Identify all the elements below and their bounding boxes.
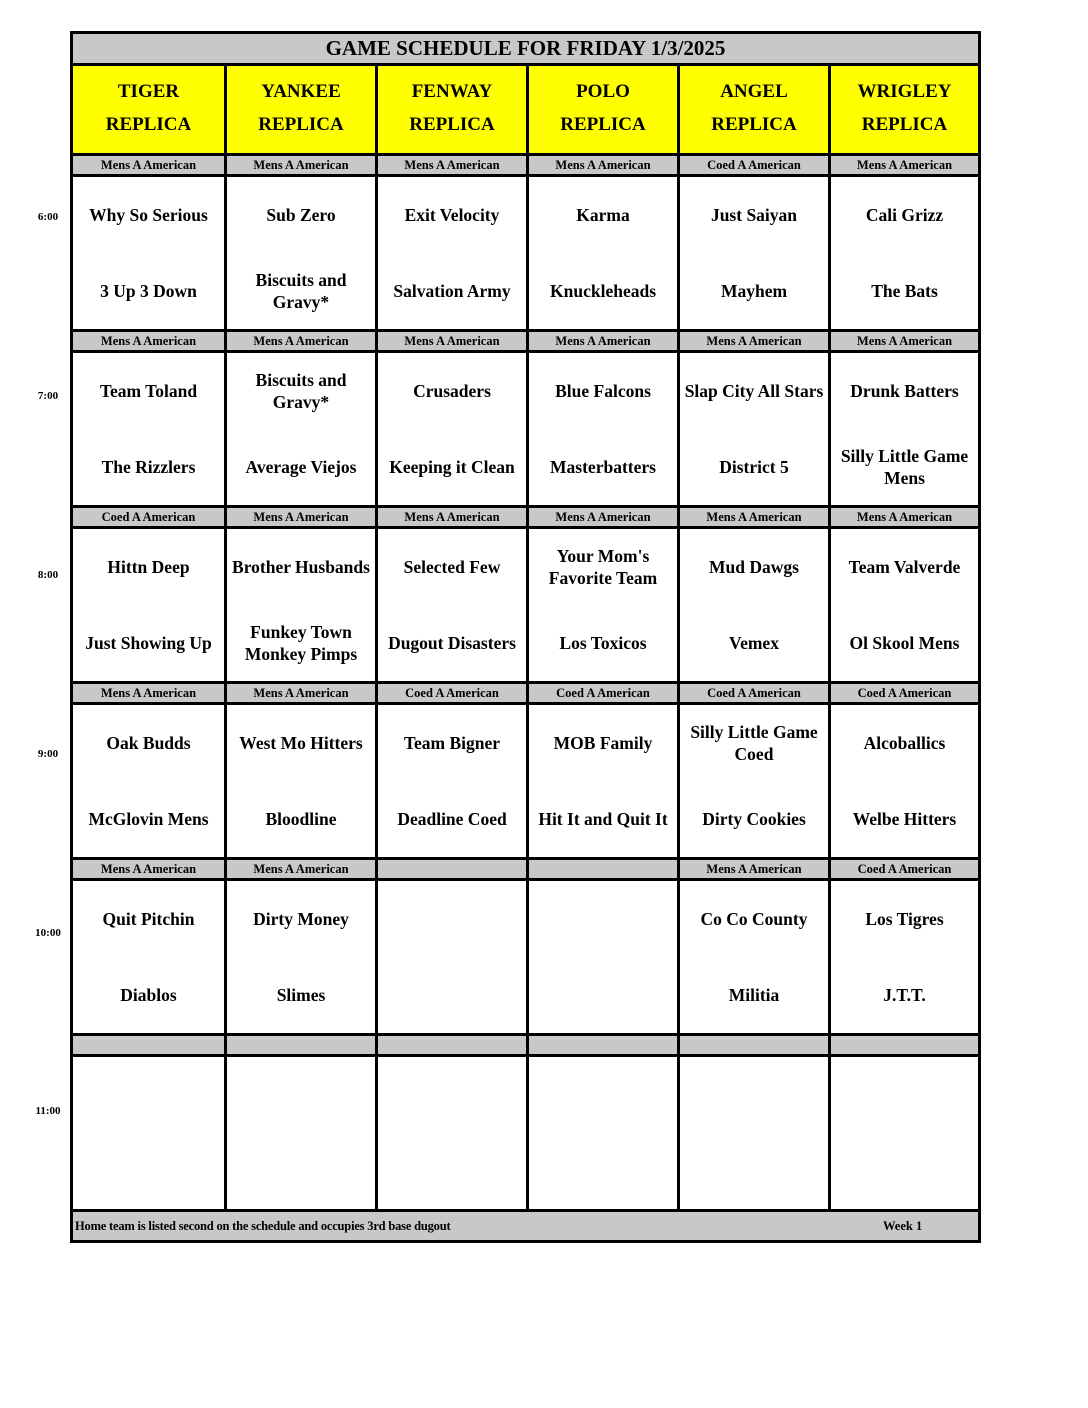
game-cell — [375, 1057, 526, 1209]
field-name: FENWAY — [411, 81, 493, 103]
game-row — [73, 177, 978, 332]
division-label: Coed A American — [828, 860, 978, 878]
away-team: Just Saiyan — [710, 205, 798, 225]
away-team: Drunk Batters — [850, 381, 959, 401]
home-team — [77, 1133, 220, 1209]
division-label: Mens A American — [73, 684, 224, 702]
home-team: The Bats — [871, 281, 938, 301]
home-team: Deadline Coed — [397, 809, 507, 829]
game-cell — [73, 1057, 224, 1209]
field-sub: REPLICA — [711, 113, 797, 135]
away-team — [533, 881, 673, 957]
division-label — [526, 860, 677, 878]
division-label — [828, 1036, 978, 1054]
home-team: Bloodline — [265, 809, 337, 829]
field-name: POLO — [576, 81, 630, 103]
away-team: Los Tigres — [865, 909, 944, 929]
time-label: 10:00 — [35, 927, 61, 939]
game-cell — [828, 705, 978, 857]
home-team: Ol Skool Mens — [849, 633, 960, 653]
away-team: Cali Grizz — [865, 205, 944, 225]
game-row — [73, 1057, 978, 1212]
away-team: MOB Family — [553, 733, 653, 753]
field-name: TIGER — [117, 81, 180, 103]
game-cell — [526, 1057, 677, 1209]
field-name: WRIGLEY — [857, 81, 952, 103]
away-team: Oak Budds — [106, 733, 191, 753]
home-team: Just Showing Up — [85, 633, 212, 653]
game-cell — [224, 1057, 375, 1209]
away-team — [684, 1057, 824, 1133]
game-cell — [73, 529, 224, 681]
away-team: Alcoballics — [863, 733, 946, 753]
home-team — [533, 957, 673, 1033]
away-team: Quit Pitchin — [102, 909, 195, 929]
away-team: Selected Few — [403, 557, 501, 577]
division-label: Mens A American — [677, 332, 828, 350]
division-label: Mens A American — [73, 332, 224, 350]
division-label: Mens A American — [73, 860, 224, 878]
away-team: Sub Zero — [266, 205, 336, 225]
away-team — [382, 881, 522, 957]
home-team: Mayhem — [720, 281, 788, 301]
game-row — [73, 881, 978, 1036]
division-label: Coed A American — [73, 508, 224, 526]
away-team — [835, 1057, 974, 1133]
home-team: Vemex — [729, 633, 779, 653]
home-team: Masterbatters — [550, 457, 656, 477]
away-team — [231, 1057, 371, 1133]
division-label: Mens A American — [828, 332, 978, 350]
game-row — [73, 353, 978, 508]
division-label: Mens A American — [526, 156, 677, 174]
field-sub: REPLICA — [861, 113, 948, 135]
division-label: Coed A American — [677, 156, 828, 174]
away-team — [77, 1057, 220, 1133]
game-cell — [677, 1057, 828, 1209]
game-cell — [677, 177, 828, 329]
division-label: Mens A American — [677, 508, 828, 526]
game-cell — [375, 177, 526, 329]
field-sub: REPLICA — [105, 113, 192, 135]
field-header-polo — [526, 66, 677, 153]
division-row — [73, 1036, 978, 1057]
division-label: Coed A American — [375, 684, 526, 702]
home-team: Keeping it Clean — [389, 457, 515, 477]
game-cell — [375, 705, 526, 857]
home-team: Dirty Cookies — [702, 809, 806, 829]
division-label: Mens A American — [526, 332, 677, 350]
field-header-tiger — [73, 66, 224, 153]
time-label: 7:00 — [37, 390, 59, 402]
division-label: Mens A American — [224, 508, 375, 526]
game-cell — [828, 1057, 978, 1209]
away-team: Biscuits and Gravy* — [255, 370, 347, 412]
division-label — [73, 1036, 224, 1054]
home-team — [684, 1133, 824, 1209]
home-team — [382, 1133, 522, 1209]
field-header-wrigley — [828, 66, 978, 153]
time-label: 6:00 — [37, 211, 59, 223]
game-cell — [677, 881, 828, 1033]
home-team: J.T.T. — [883, 985, 926, 1005]
home-team: Hit It and Quit It — [538, 809, 668, 829]
home-team: Salvation Army — [393, 281, 511, 301]
division-label: Mens A American — [677, 860, 828, 878]
game-cell — [73, 705, 224, 857]
field-sub: REPLICA — [409, 113, 495, 135]
home-team: McGlovin Mens — [88, 809, 209, 829]
home-team: Diablos — [120, 985, 177, 1005]
game-cell — [677, 353, 828, 505]
division-label — [375, 1036, 526, 1054]
home-team: Knuckleheads — [550, 281, 656, 301]
division-label: Mens A American — [375, 156, 526, 174]
division-label — [677, 1036, 828, 1054]
home-team — [835, 1133, 974, 1209]
schedule-table — [70, 31, 981, 1243]
away-team: Dirty Money — [253, 909, 349, 929]
away-team: Silly Little Game Coed — [690, 722, 818, 764]
game-cell — [375, 353, 526, 505]
home-team: 3 Up 3 Down — [100, 281, 197, 301]
game-cell — [224, 881, 375, 1033]
division-label: Mens A American — [224, 860, 375, 878]
game-cell — [224, 353, 375, 505]
home-team — [231, 1133, 371, 1209]
home-team: Militia — [728, 985, 780, 1005]
game-cell — [375, 881, 526, 1033]
game-cell — [224, 177, 375, 329]
home-team: Los Toxicos — [559, 633, 647, 653]
division-row — [73, 860, 978, 881]
game-cell — [73, 177, 224, 329]
footer-note: Home team is listed second on the schedule and occupies 3rd base dugout — [75, 1218, 451, 1233]
away-team: Karma — [576, 205, 630, 225]
time-label: 9:00 — [37, 748, 59, 760]
division-row — [73, 684, 978, 705]
game-cell — [828, 881, 978, 1033]
home-team: Silly Little Game Mens — [840, 446, 969, 488]
game-row — [73, 705, 978, 860]
division-label: Coed A American — [828, 684, 978, 702]
game-cell — [677, 705, 828, 857]
home-team — [382, 957, 522, 1033]
field-header-angel — [677, 66, 828, 153]
game-cell — [375, 529, 526, 681]
away-team: Hittn Deep — [107, 557, 190, 577]
division-label: Mens A American — [375, 332, 526, 350]
division-label: Mens A American — [828, 156, 978, 174]
away-team — [382, 1057, 522, 1133]
away-team: Blue Falcons — [555, 381, 651, 401]
field-header-fenway — [375, 66, 526, 153]
game-cell — [828, 353, 978, 505]
home-team: District 5 — [719, 457, 789, 477]
away-team: Team Bigner — [403, 733, 501, 753]
schedule-title: GAME SCHEDULE FOR FRIDAY 1/3/2025 — [73, 34, 978, 66]
division-row — [73, 156, 978, 177]
game-row — [73, 529, 978, 684]
game-cell — [526, 881, 677, 1033]
division-label: Mens A American — [526, 508, 677, 526]
division-label: Mens A American — [73, 156, 224, 174]
away-team: Slap City All Stars — [684, 381, 824, 401]
game-cell — [828, 177, 978, 329]
division-label: Mens A American — [375, 508, 526, 526]
division-row — [73, 332, 978, 353]
game-cell — [224, 529, 375, 681]
field-sub: REPLICA — [258, 113, 344, 135]
away-team: Your Mom's Favorite Team — [548, 546, 658, 588]
home-team: Funkey Town Monkey Pimps — [244, 622, 358, 664]
away-team: Brother Husbands — [232, 557, 370, 577]
away-team: Co Co County — [700, 909, 808, 929]
game-cell — [526, 177, 677, 329]
time-label: 11:00 — [35, 1105, 61, 1117]
home-team: Welbe Hitters — [852, 809, 957, 829]
home-team: Average Viejos — [245, 457, 357, 477]
away-team: Crusaders — [413, 381, 491, 401]
game-cell — [73, 881, 224, 1033]
time-label: 8:00 — [37, 569, 59, 581]
away-team: Team Valverde — [848, 557, 961, 577]
week-label: Week 1 — [883, 1218, 923, 1233]
division-label: Mens A American — [828, 508, 978, 526]
game-cell — [224, 705, 375, 857]
division-label — [224, 1036, 375, 1054]
division-label — [375, 860, 526, 878]
game-cell — [526, 529, 677, 681]
division-label: Mens A American — [224, 332, 375, 350]
away-team: West Mo Hitters — [239, 733, 363, 753]
game-cell — [828, 529, 978, 681]
division-label: Mens A American — [224, 684, 375, 702]
division-label: Mens A American — [224, 156, 375, 174]
division-label: Coed A American — [526, 684, 677, 702]
field-header-row — [73, 66, 978, 156]
field-header-yankee — [224, 66, 375, 153]
home-team: Dugout Disasters — [388, 633, 516, 653]
home-team: The Rizzlers — [101, 457, 196, 477]
game-cell — [677, 529, 828, 681]
division-label: Coed A American — [677, 684, 828, 702]
game-cell — [526, 353, 677, 505]
field-sub: REPLICA — [560, 113, 646, 135]
home-team — [533, 1133, 673, 1209]
home-team: Slimes — [276, 985, 326, 1005]
home-team: Biscuits and Gravy* — [255, 270, 347, 312]
away-team — [533, 1057, 673, 1133]
field-name: YANKEE — [261, 81, 341, 103]
footer — [73, 1212, 978, 1240]
division-label — [526, 1036, 677, 1054]
game-cell — [73, 353, 224, 505]
away-team: Team Toland — [99, 381, 198, 401]
division-row — [73, 508, 978, 529]
away-team: Mud Dawgs — [709, 557, 799, 577]
game-cell — [526, 705, 677, 857]
field-name: ANGEL — [720, 81, 788, 103]
away-team: Exit Velocity — [404, 205, 500, 225]
away-team: Why So Serious — [89, 205, 208, 225]
